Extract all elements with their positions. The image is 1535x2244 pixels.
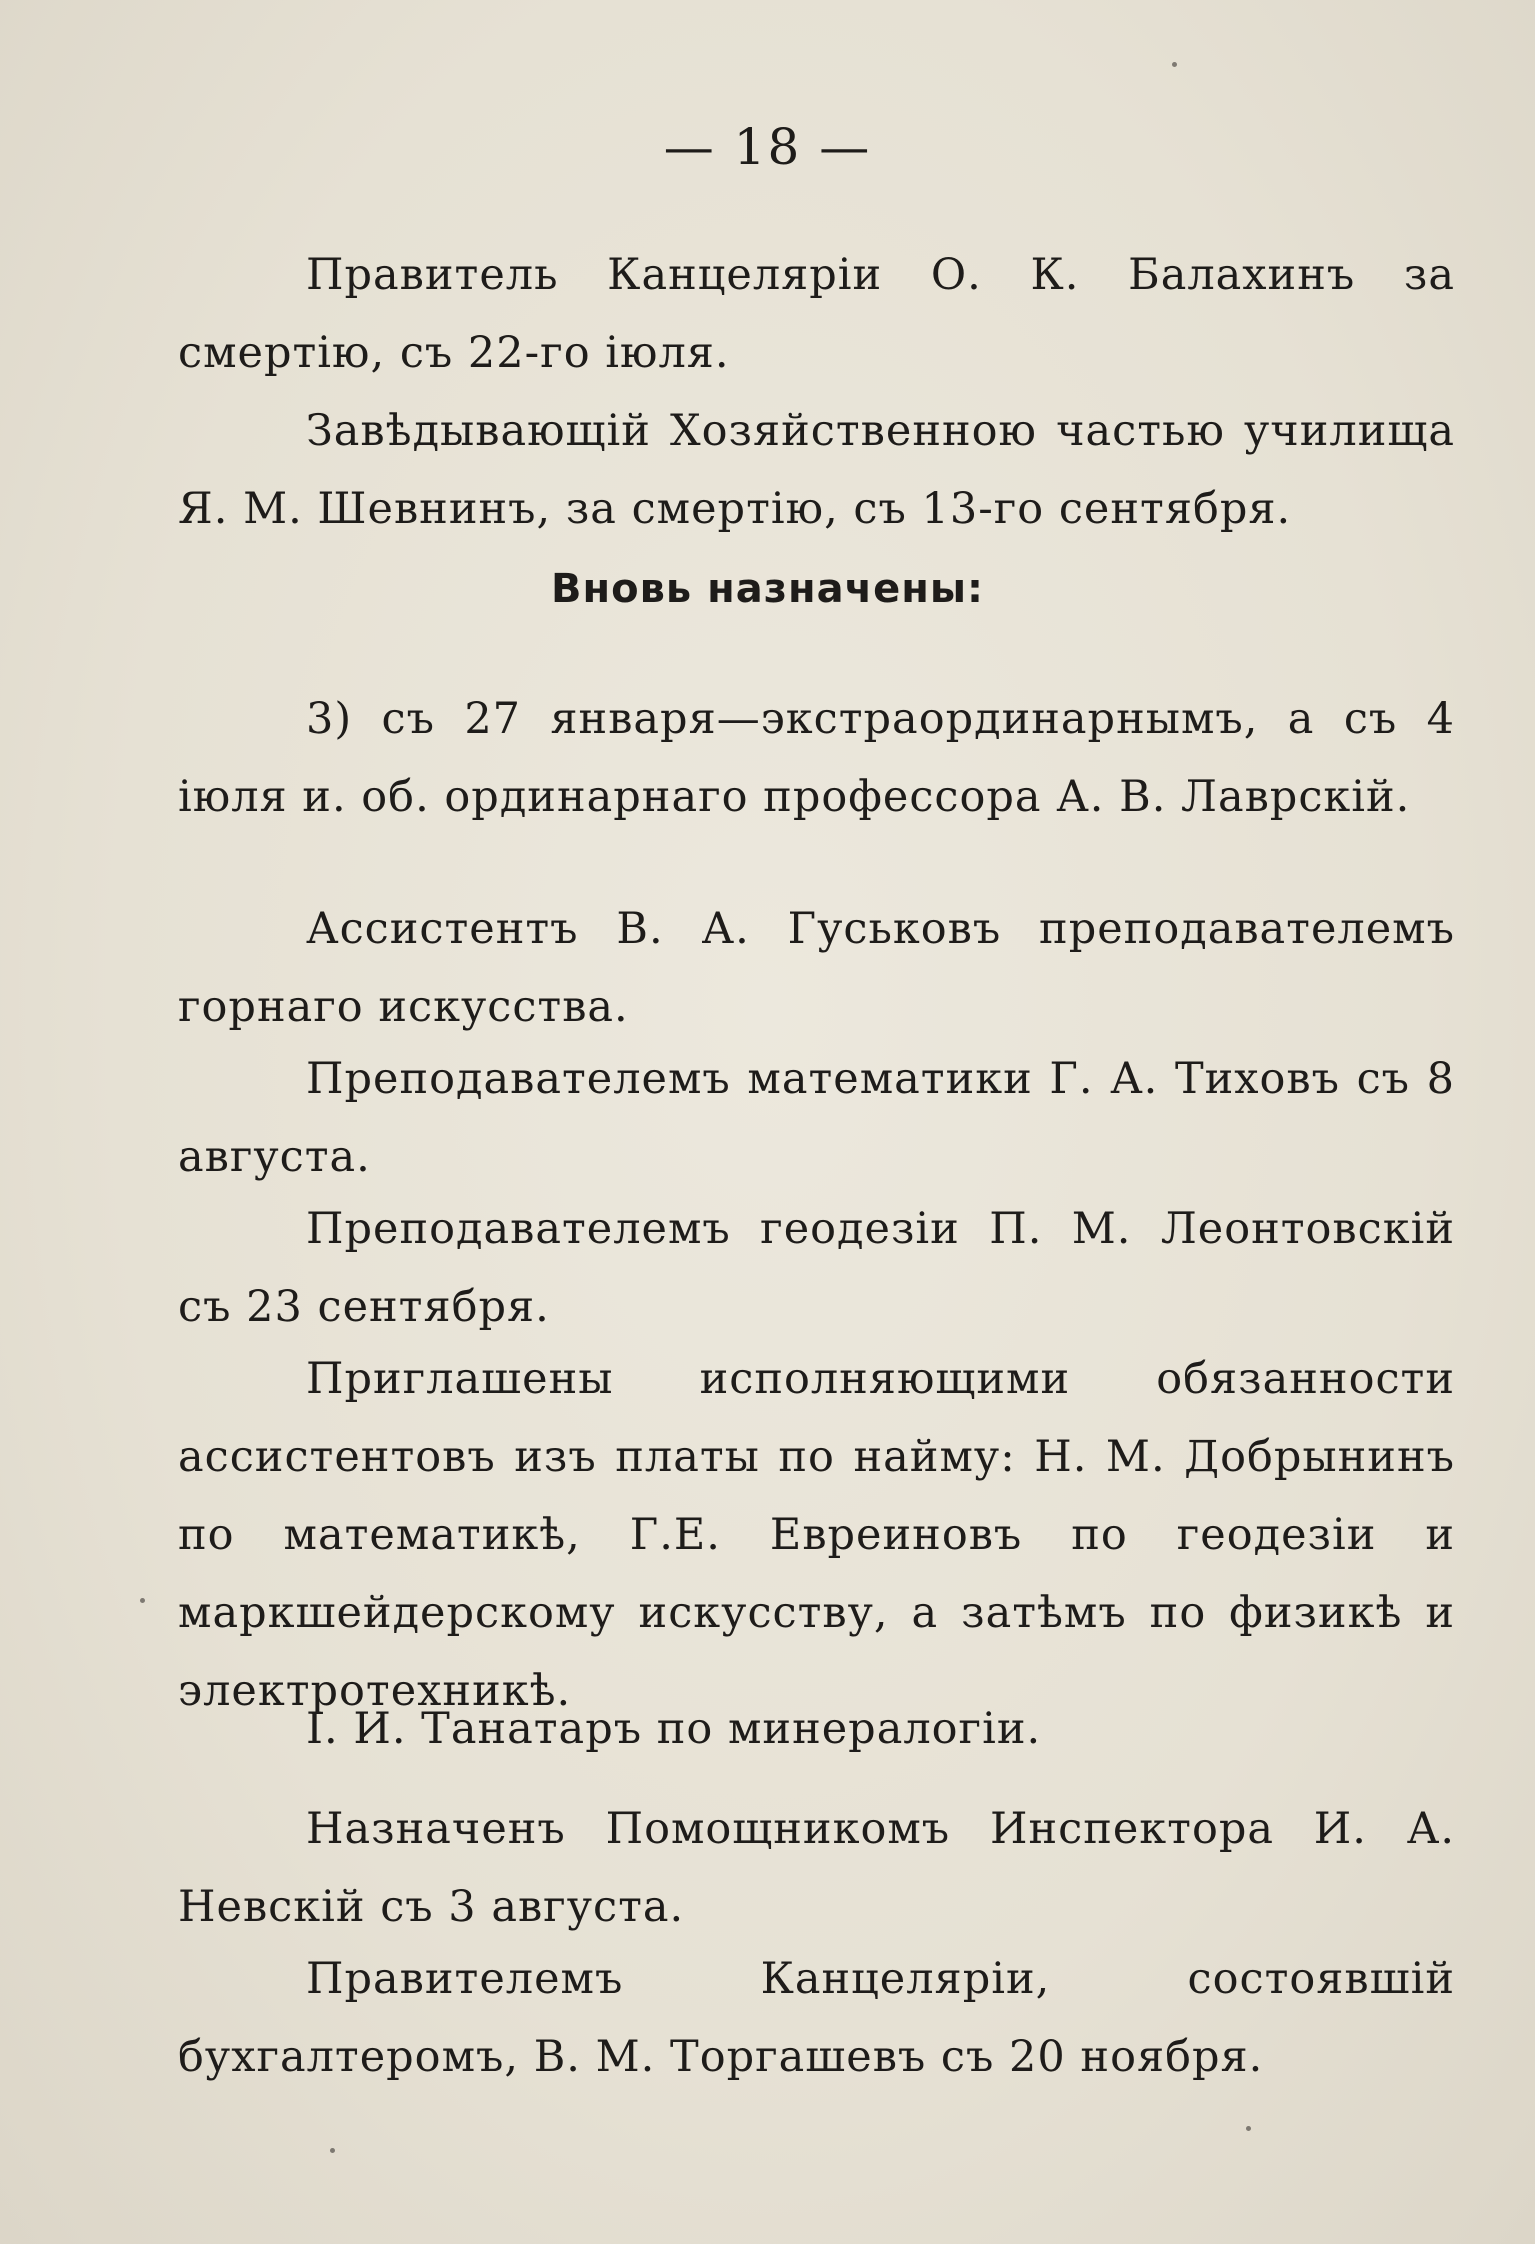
paragraph-torgashev: Правителемъ Канцеляріи, состоявшій бухгалтеромъ, В. М. Торгашевъ съ 20 ноября. <box>178 1954 1455 2082</box>
paragraph-guskov: Ассистентъ В. А. Гуськовъ преподавателемъ горнаго искусства. <box>178 904 1455 1032</box>
paper-speck <box>1246 2126 1251 2131</box>
paragraph-shevnin: Завѣдывающій Хозяйственною частью училища Я. М. Шевнинъ, за смертію, съ 13-го сентября. <box>178 406 1455 534</box>
section-heading: Вновь назначены: <box>550 566 985 612</box>
paragraph-leontovsky: Преподавателемъ геодезіи П. М. Леонтовскій съ 23 сентября. <box>178 1204 1455 1332</box>
paragraph-tanatar: І. И. Танатаръ по минералогіи. <box>306 1704 1042 1754</box>
paragraph-balakhin: Правитель Канцеляріи О. К. Балахинъ за смертію, съ 22-го іюля. <box>178 250 1455 378</box>
paragraph-nevsky: Назначенъ Помощникомъ Инспектора И. А. Невскій съ 3 августа. <box>178 1804 1455 1932</box>
page-number: — 18 — <box>663 118 872 176</box>
paper-speck <box>140 1598 145 1603</box>
paragraph-tikhov: Преподавателемъ математики Г. А. Тиховъ съ 8 августа. <box>178 1054 1455 1182</box>
paper-speck <box>330 2148 335 2153</box>
paragraph-lavrsky: 3) съ 27 января—экстраординарнымъ, а съ 4 іюля и. об. ординарнаго профессора А. В. Лаврскій. <box>178 694 1455 822</box>
paper-speck <box>1172 62 1177 67</box>
paragraph-assistants: Приглашены исполняющими обязанности ассистентовъ изъ платы по найму: Н. М. Добрынинъ по математикѣ, Г.Е. Евреиновъ по геодезіи и маркшейдерскому искусству, а затѣмъ по физикѣ и электротехникѣ. <box>178 1354 1455 1716</box>
